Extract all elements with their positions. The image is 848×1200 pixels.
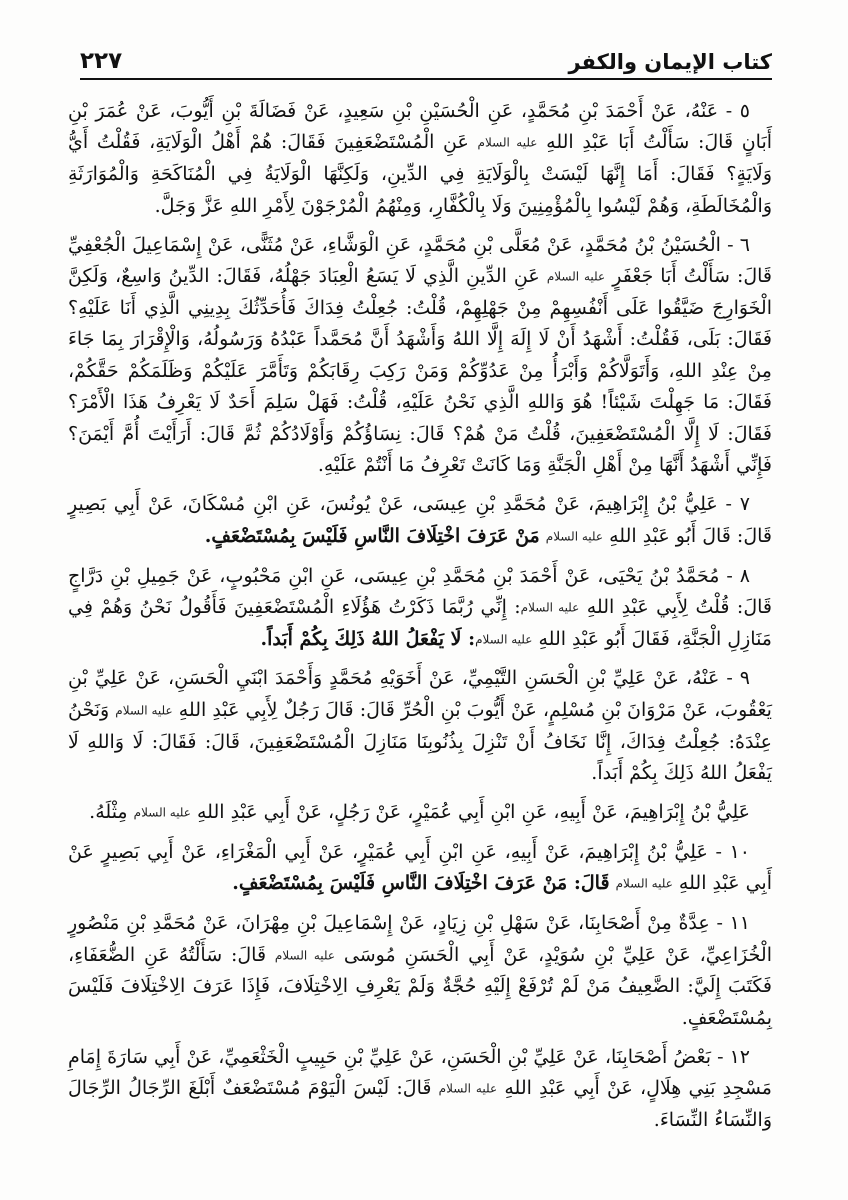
hadith-8-reply: : لَا يَفْعَلُ اللهُ ذَلِكَ بِكُمْ أَبَداً.: [260, 627, 476, 650]
blessing-mark: عليه السلام: [546, 269, 606, 284]
blessing-mark: عليه السلام: [274, 947, 336, 962]
hadith-7: [68, 489, 772, 552]
hadith-11-text: قَالَ: سَأَلْتُهُ عَنِ الضُّعَفَاءِ، فَكَتَبَ إِلَيَّ: الضَّعِيفُ مَنْ لَمْ تُرْفَعْ إِلَيْهِ حُجَّةٌ وَلَمْ يَعْرِفِ الِاخْتِلَافَ، فَإِذَا عَرَفَ الِاخْتِلَافَ فَلَيْسَ بِمُسْتَضْعَفٍ.: [68, 943, 772, 1029]
hadith-12-chain: ١٢ - بَعْضُ أَصْحَابِنَا، عَنْ عَلِيِّ بْنِ الْحَسَنِ، عَنْ عَلِيِّ بْنِ حَبِيبٍ الْخَثْعَمِيِّ، عَنْ أَبِي سَارَةَ إِمَامِ مَسْجِدِ بَنِي هِلَالٍ، عَنْ أَبِي عَبْدِ اللهِ: [68, 1046, 772, 1100]
blessing-mark: عليه السلام: [438, 1081, 498, 1096]
blessing-mark: عليه السلام: [615, 876, 673, 891]
hadith-8-chain: ٨ - مُحَمَّدُ بْنُ يَحْيَى، عَنْ أَحْمَدَ بْنِ مُحَمَّدِ بْنِ عِيسَى، عَنِ ابْنِ مَحْبُوبٍ، عَنْ جَمِيلِ بْنِ دَرَّاجٍ قَالَ: قُلْتُ لِأَبِي عَبْدِ اللهِ: [68, 564, 772, 618]
hadith-6-text: عَنِ الدِّينِ الَّذِي لَا يَسَعُ الْعِبَادَ جَهْلُهُ، فَقَالَ: الدِّينُ وَاسِعٌ، وَلَكِنَّ الْخَوَارِجَ ضَيَّقُوا عَلَى أَنْفُسِهِمْ مِنْ جَهْلِهِمْ، قُلْتُ: جُعِلْتُ فِدَاكَ فَأُحَدِّثُكَ بِدِينِي الَّذِي أَنَا عَلَيْهِ؟ فَقَالَ: بَلَى، فَقُلْتُ: أَشْهَدُ أَنْ لَا إِلَهَ إِلَّا اللهُ وَأَشْهَدُ أَنَّ مُحَمَّداً عَبْدُهُ وَرَسُولُهُ، وَالْإِقْرَارَ بِمَا جَاءَ مِنْ عِنْدِ اللهِ، وَأَتَوَلَّاكُمْ وَأَبْرَأُ مِنْ عَدُوِّكُمْ وَمَنْ رَكِبَ رِقَابَكُمْ وَتَأَمَّرَ عَلَيْكُمْ وَظَلَمَكُمْ حَقَّكُمْ، فَقَالَ: مَا جَهِلْتَ شَيْئاً! هُوَ وَاللهِ الَّذِي نَحْنُ عَلَيْهِ، قُلْتُ: فَهَلْ سَلِمَ أَحَدٌ لَا يَعْرِفُ هَذَا الْأَمْرَ؟ فَقَالَ: لَا إِلَّا الْمُسْتَضْعَفِينَ، قُلْتُ مَنْ هُمْ؟ قَالَ: نِسَاؤُكُمْ وَأَوْلَادُكُمْ ثُمَّ قَالَ: أَرَأَيْتَ أُمَّ أَيْمَنَ؟ فَإِنِّي أَشْهَدُ أَنَّهَا مِنْ أَهْلِ الْجَنَّةِ وَمَا كَانَتْ تَعْرِفُ مَا أَنْتُمْ عَلَيْهِ.: [68, 265, 772, 477]
hadith-9-chain: ٩ - عَنْهُ، عَنْ عَلِيِّ بْنِ الْحَسَنِ التَّيْمِيِّ، عَنْ أَخَوَيْهِ مُحَمَّدٍ وَأَحْمَدَ ابْنَيِ الْحَسَنِ، عَنْ عَلِيِّ بْنِ يَعْقُوبَ، عَنْ مَرْوَانَ بْنِ مُسْلِمٍ، عَنْ أَيُّوبَ بْنِ الْحُرِّ قَالَ: قَالَ رَجُلٌ لِأَبِي عَبْدِ اللهِ: [68, 667, 772, 721]
blessing-mark: عليه السلام: [477, 135, 538, 150]
blessing-mark: عليه السلام: [475, 631, 533, 646]
blessing-mark: عليه السلام: [520, 600, 580, 615]
hadith-7-chain: ٧ - عَلِيُّ بْنُ إِبْرَاهِيمَ، عَنْ مُحَمَّدِ بْنِ عِيسَى، عَنْ يُونُسَ، عَنِ ابْنِ مُسْكَانَ، عَنْ أَبِي بَصِيرٍ قَالَ: قَالَ أَبُو عَبْدِ اللهِ: [68, 493, 772, 547]
header-rule: [80, 78, 772, 80]
hadith-5-chain: ٥ - عَنْهُ، عَنْ أَحْمَدَ بْنِ مُحَمَّدٍ، عَنِ الْحُسَيْنِ بْنِ سَعِيدٍ، عَنْ فَضَالَةَ بْنِ أَيُّوبَ، عَنْ عُمَرَ بْنِ أَبَانٍ قَالَ: سَأَلْتُ أَبَا عَبْدِ اللهِ: [68, 100, 773, 154]
blessing-mark: عليه السلام: [133, 805, 191, 820]
hadith-12: [68, 1042, 772, 1137]
hadith-10-chain: ١٠ - عَلِيُّ بْنُ إِبْرَاهِيمَ، عَنْ أَبِيهِ، عَنِ ابْنِ أَبِي عُمَيْرٍ، عَنْ أَبِي الْمَغْرَاءِ، عَنْ أَبِي بَصِيرٍ عَنْ أَبِي عَبْدِ اللهِ: [68, 841, 772, 895]
page-body: [68, 96, 772, 1137]
page-header: [80, 38, 772, 74]
hadith-10: [68, 837, 772, 900]
hadith-12-text: قَالَ: لَيْسَ الْيَوْمَ مُسْتَضْعَفٌ أَبْلَغَ الرِّجَالُ الرِّجَالَ وَالنِّسَاءُ النِّسَاءَ.: [68, 1077, 772, 1132]
hadith-11-chain: ١١ - عِدَّةٌ مِنْ أَصْحَابِنَا، عَنْ سَهْلِ بْنِ زِيَادٍ، عَنْ إِسْمَاعِيلَ بْنِ مِهْرَانَ، عَنْ مُحَمَّدِ بْنِ مَنْصُورٍ الْخُزَاعِيِّ، عَنْ عَلِيِّ بْنِ سُوَيْدٍ، عَنْ أَبِي الْحَسَنِ مُوسَى: [68, 912, 772, 966]
blessing-mark: عليه السلام: [545, 529, 604, 544]
hadith-9b-text: مِثْلَهُ.: [89, 801, 128, 824]
hadith-5-text: عَنِ الْمُسْتَضْعَفِينَ فَقَالَ: هُمْ أَهْلُ الْوَلَايَةِ، فَقُلْتُ أَيُّ وَلَايَةٍ؟ فَقَالَ: أَمَا إِنَّهَا لَيْسَتْ بِالْوَلَايَةِ فِي الدِّينِ، وَلَكِنَّهَا الْوَلَايَةُ فِي الْمُنَاكَحَةِ وَالْمُوَارَثَةِ وَالْمُخَالَطَةِ، وَهُمْ لَيْسُوا بِالْمُؤْمِنِينَ وَلَا بِالْكُفَّارِ، وَمِنْهُمُ الْمُرْجَوْنَ لِأَمْرِ اللهِ عَزَّ وَجَلَّ.: [68, 131, 772, 217]
hadith-9-text: وَنَحْنُ عِنْدَهُ: جُعِلْتُ فِدَاكَ، إِنَّا نَخَافُ أَنْ تَنْزِلَ بِذُنُوبِنَا مَنَازِلَ الْمُسْتَضْعَفِينَ، قَالَ: فَقَالَ: لَا وَاللهِ لَا يَفْعَلُ اللهُ ذَلِكَ بِكُمْ أَبَداً.: [68, 698, 772, 784]
hadith-9-variant: [68, 797, 772, 829]
hadith-11: [68, 908, 772, 1034]
hadith-6: [68, 230, 772, 482]
hadith-7-text: مَنْ عَرَفَ اخْتِلَافَ النَّاسِ فَلَيْسَ بِمُسْتَضْعَفٍ.: [204, 524, 540, 547]
blessing-mark: عليه السلام: [115, 703, 173, 718]
book-title: كتاب الإيمان والكفر: [568, 50, 772, 74]
hadith-9: [68, 663, 772, 789]
hadith-8: [68, 561, 772, 656]
hadith-6-chain: ٦ - الْحُسَيْنُ بْنُ مُحَمَّدٍ، عَنْ مُعَلَّى بْنِ مُحَمَّدٍ، عَنِ الْوَشَّاءِ، عَنْ مُثَنًّى، عَنْ إِسْمَاعِيلَ الْجُعْفِيِّ قَالَ: سَأَلْتُ أَبَا جَعْفَرٍ: [68, 233, 773, 288]
hadith-10-text: قَالَ: مَنْ عَرَفَ اخْتِلَافَ النَّاسِ فَلَيْسَ بِمُسْتَضْعَفٍ.: [232, 872, 610, 895]
page-number: ٢٢٧: [80, 48, 123, 74]
hadith-5: [68, 96, 772, 222]
hadith-8-text: : إِنِّي رُبَّمَا ذَكَرْتُ هَؤُلَاءِ الْمُسْتَضْعَفِينَ فَأَقُولُ نَحْنُ وَهُمْ فِي مَنَازِلِ الْجَنَّةِ، فَقَالَ أَبُو عَبْدِ اللهِ: [68, 595, 772, 650]
hadith-9b-chain: عَلِيُّ بْنُ إِبْرَاهِيمَ، عَنْ أَبِيهِ، عَنِ ابْنِ أَبِي عُمَيْرٍ، عَنْ رَجُلٍ، عَنْ أَبِي عَبْدِ اللهِ: [197, 801, 750, 824]
